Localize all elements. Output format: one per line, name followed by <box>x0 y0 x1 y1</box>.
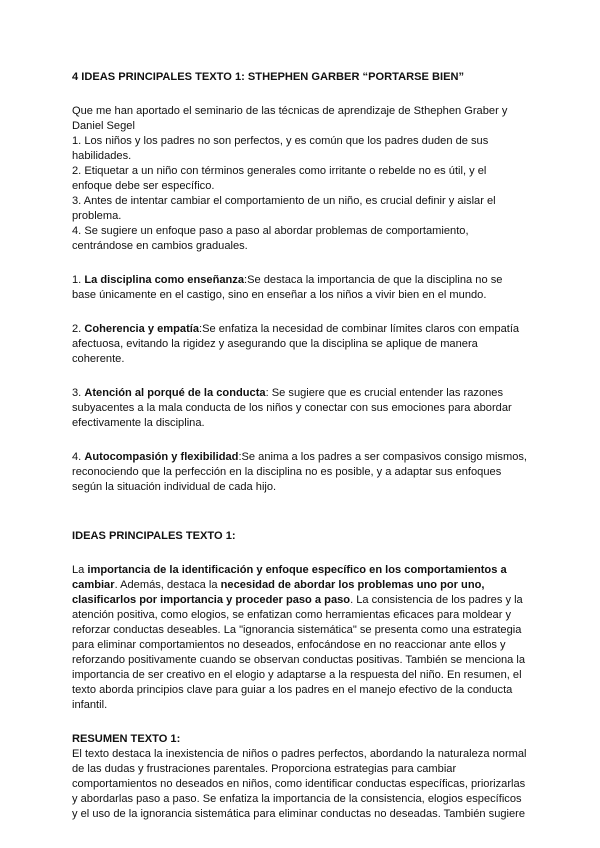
point-item: 4. Se sugiere un enfoque paso a paso al abordar problemas de comportamiento, centrándose en cambios graduales. <box>72 225 469 252</box>
spacer <box>72 303 528 322</box>
idea-paragraph <box>72 386 528 431</box>
idea-paragraph <box>72 322 528 367</box>
section-heading: IDEAS PRINCIPALES TEXTO 1: <box>72 530 236 542</box>
spacer <box>72 713 528 732</box>
section-text: . La consistencia de los padres y la atención positiva, como elogios, se enfatizan como herramientas eficaces para moldear y reforzar conductas deseables. La "ignorancia sistemática" se presenta como una estrategia para eliminar comportamientos no deseados, enfocándose en no reaccionar ante ellos y reforzando positivamente cuando se observan conductas positivas. También se menciona la importancia de ser creativo en el elogio y adaptarse a la respuesta del niño. En resumen, el texto aborda principios clave para guiar a los padres en el manejo efectivo de la conducta infantil. <box>72 594 526 711</box>
idea-number: 1. <box>72 274 85 286</box>
point-item: 3. Antes de intentar cambiar el comportamiento de un niño, es crucial definir y aislar el problema. <box>72 195 496 222</box>
idea-paragraph <box>72 450 528 495</box>
point-item: 1. Los niños y los padres no son perfectos, y es común que los padres duden de sus habilidades. <box>72 135 489 162</box>
spacer <box>72 495 528 529</box>
intro-paragraph: Que me han aportado el seminario de las técnicas de aprendizaje de Sthephen Graber y Daniel Segel <box>72 105 508 132</box>
section-text: . Además, destaca la <box>114 579 221 591</box>
spacer <box>72 367 528 386</box>
idea-term: La disciplina como enseñanza <box>84 274 245 286</box>
section-bold-text: importancia de la identificación y enfoque específico en los comportamientos a cambiar <box>72 564 507 591</box>
spacer <box>72 431 528 450</box>
spacer <box>72 544 528 563</box>
idea-paragraph <box>72 273 528 303</box>
idea-text: :Se destaca la importancia de que la disciplina no se base únicamente en el castigo, sino en enseñar a los niños a vivir bien en el mundo. <box>72 274 503 301</box>
idea-term: Autocompasión y flexibilidad <box>84 451 239 463</box>
section-text: La <box>72 564 88 576</box>
idea-term: Atención al porqué de la conducta <box>84 387 266 399</box>
idea-number: 3. <box>72 387 85 399</box>
idea-text: :Se anima a los padres a ser compasivos consigo mismos, reconociendo que la perfección en la disciplina no es posible, y a adaptar sus enfoques según la situación individual de cada hijo. <box>72 451 528 493</box>
section-heading: RESUMEN TEXTO 1: <box>72 733 181 745</box>
idea-text: :Se enfatiza la necesidad de combinar límites claros con empatía afectuosa, evitando la rigidez y asegurando que la disciplina se aplique de manera coherente. <box>72 323 520 365</box>
section-bold-text: necesidad de abordar los problemas uno por uno, clasificarlos por importancia y proceder paso a paso <box>72 579 485 606</box>
idea-number: 2. <box>72 323 85 335</box>
spacer <box>72 85 528 104</box>
point-item: 2. Etiquetar a un niño con términos generales como irritante o rebelde no es útil, y el enfoque debe ser específico. <box>72 165 487 192</box>
spacer <box>72 254 528 273</box>
idea-number: 4. <box>72 451 85 463</box>
idea-term: Coherencia y empatía <box>84 323 200 335</box>
idea-text: : Se sugiere que es crucial entender las razones subyacentes a la mala conducta de los niños y conectar con sus emociones para abordar efectivamente la disciplina. <box>72 387 512 429</box>
document-title: 4 IDEAS PRINCIPALES TEXTO 1: STHEPHEN GARBER “PORTARSE BIEN” <box>72 71 465 83</box>
section-paragraph: El texto destaca la inexistencia de niños o padres perfectos, abordando la naturaleza normal de las dudas y frustraciones parentales. Proporciona estrategias para cambiar comportamientos no deseados en niños, como identificar conductas específicas, priorizarlas y abordarlas paso a paso. Se enfatiza la importancia de la consistencia, elogios específicos y el uso de la ignorancia sistemática para eliminar conductas no deseadas. También sugiere <box>72 748 527 820</box>
section-paragraph <box>72 563 528 713</box>
